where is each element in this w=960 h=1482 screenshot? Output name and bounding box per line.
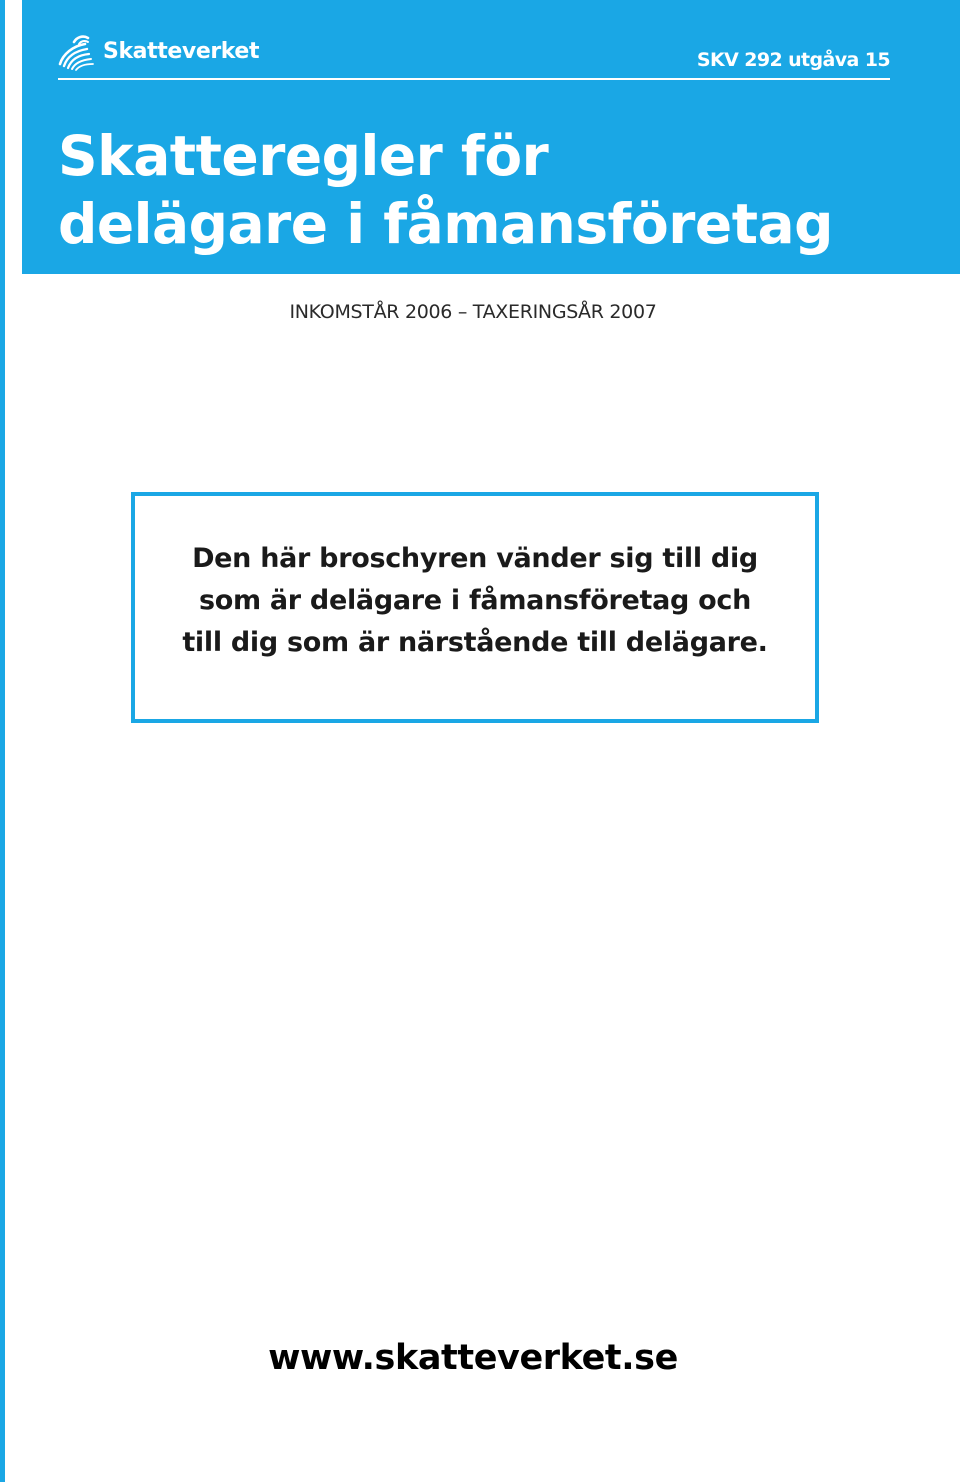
header-divider [58, 78, 890, 80]
audience-info-box [131, 492, 819, 723]
website-link[interactable]: www.skatteverket.se [268, 1338, 678, 1378]
audience-line-1: Den här broschyren vänder sig till dig [192, 543, 758, 574]
brand-logo [57, 32, 259, 72]
brand-name: Skatteverket [103, 39, 260, 64]
title-line-2: delägare i fåmansföretag [58, 192, 833, 256]
skatteverket-swirl-icon [57, 32, 97, 72]
title-line-1: Skatteregler för [58, 124, 549, 188]
income-tax-year-subtitle: INKOMSTÅR 2006 – TAXERINGSÅR 2007 [289, 301, 657, 323]
left-edge-strip [0, 0, 5, 1482]
document-id: SKV 292 utgåva 15 [696, 49, 890, 71]
audience-line-3: till dig som är närstående till delägare. [182, 627, 768, 658]
page-title [58, 122, 833, 258]
audience-text [135, 538, 815, 664]
audience-line-2: som är delägare i fåmansföretag och [198, 585, 752, 616]
